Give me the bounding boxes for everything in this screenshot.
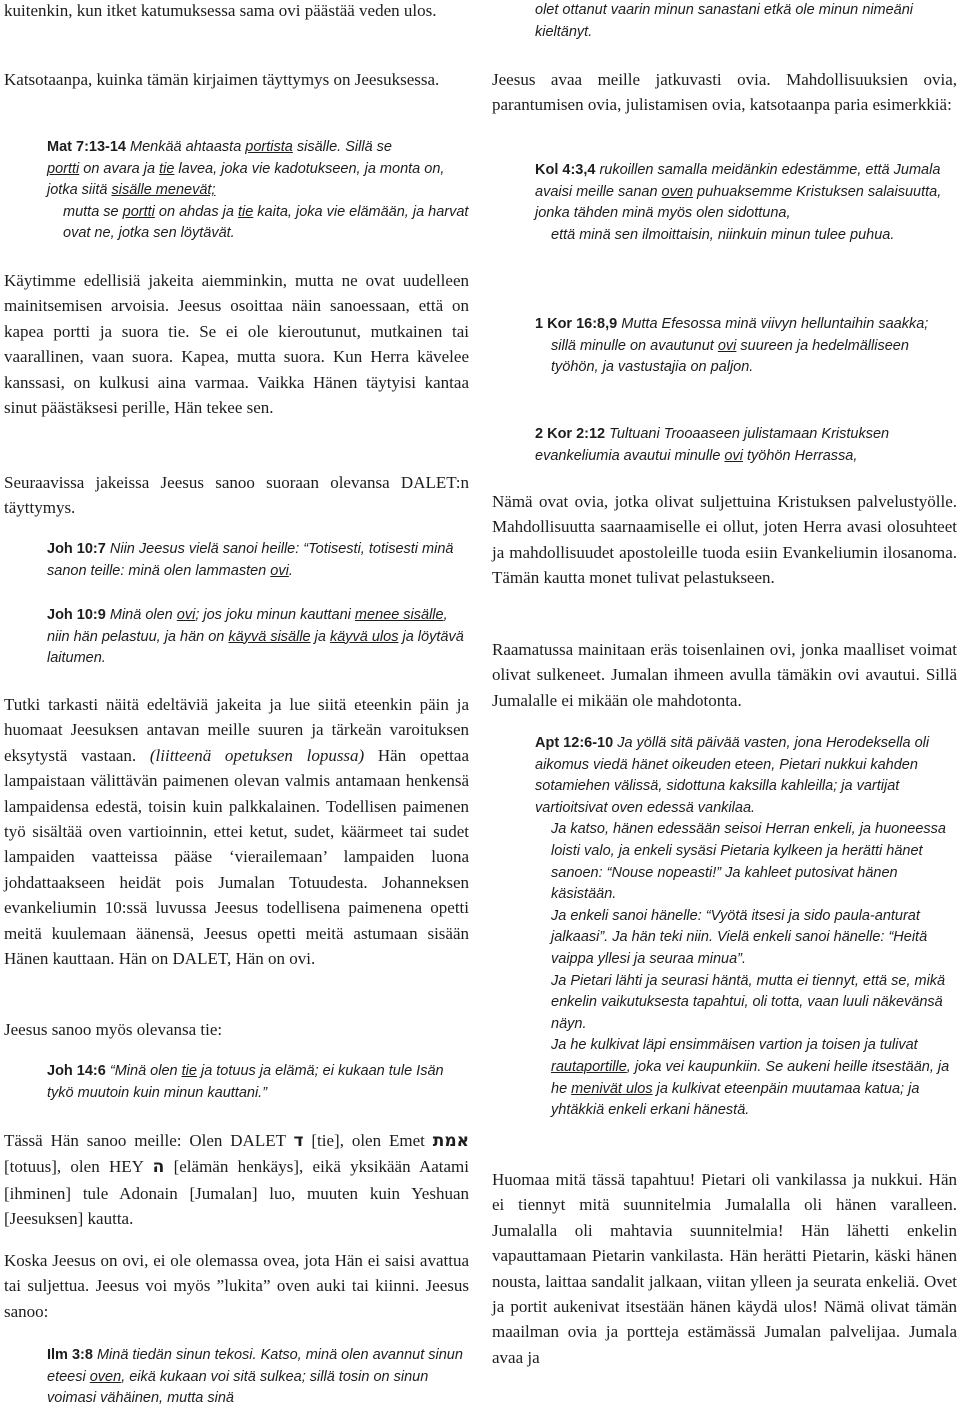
verse-2-kor-2-12: 2 Kor 2:12 Tultuani Trooaaseen julistamaan Kristuksen evankeliumia avautui minulle ovi työhön Herrassa, (535, 426, 890, 464)
verse-joh-10-9: Joh 10:9 Minä olen ovi; jos joku minun kauttani menee sisälle, niin hän pelastuu, ja hän on käyvä sisälle ja käyvä ulos ja löytävä laitumen. (47, 607, 464, 667)
intro-paragraph: kuitenkin, kun itket katumuksessa sama ovi päästää veden ulos. (4, 1, 437, 20)
apostles-paragraph: Nämä ovat ovia, jotka olivat suljettuina Kristuksen palvelustyölle. Mahdollisuutta saarnaamiselle ei ollut, joten Herra avasi olosuhteet ja mahdollisuudet apostoleille tuoda esiin Evankeliumin ilosanoma. Tämän kautta monet tulivat pelastukseen. (492, 492, 957, 588)
way-paragraph: Jeesus sanoo myös olevansa tie: (4, 1020, 223, 1039)
verse-joh-10-7: Joh 10:7 Niin Jeesus vielä sanoi heille: “Totisesti, totisesti minä sanon teille: minä olen lammasten ovi. (47, 541, 454, 579)
verse-reference: Mat 7:13-14 (47, 139, 126, 155)
door-paragraph: Koska Jeesus on ovi, ei ole olemassa ovea, jota Hän ei saisi avattua tai suljettua. Jeesus voi myös ”lukita” oven auki tai kiinni. Jeesus sanoo: (4, 1251, 469, 1321)
dalet-letter: ד (293, 1131, 304, 1151)
verse-ilm-3-8: Ilm 3:8 Minä tiedän sinun tekosi. Katso, minä olen avannut sinun eteesi oven, eikä kukaan voi sitä sulkea; sillä tosin on sinun voimasi vähäinen, mutta sinä (47, 1347, 463, 1407)
used-verses-paragraph: Käytimme edellisiä jakeita aiemminkin, mutta ne ovat uudelleen mainitsemisen arvoisia. Jeesus osoittaa näin sanoessaan, että on kapea portti ja suora tie. Se ei ole kieroutunut, mutkainen tai vaarallinen, vaan suora. Kapea, mutta suora. Kun Herra kävelee kanssasi, on kulkusi aina varmaa. Vaikka Hänen täytyisi kantaa sinut päästäksesi perille, Hän tekee sen. (4, 271, 469, 418)
fulfilment-paragraph: Katsotaanpa, kuinka tämän kirjaimen täyttymys on Jeesuksessa. (4, 70, 440, 89)
emet-word: אמת (432, 1131, 469, 1151)
other-door-paragraph: Raamatussa mainitaan eräs toisenlainen ovi, jonka maalliset voimat olivat sulkeneet. Jumalan ihmeen avulla tämäkin ovi avautui. Sillä Jumalalle ei mikään ole mahdotonta. (492, 640, 957, 710)
verse-joh-14-6: Joh 14:6 “Minä olen tie ja totuus ja elämä; ei kukaan tule Isän tykö muutoin kuin minun kauttani.” (47, 1063, 444, 1101)
verse-reference: Apt 12:6-10 (535, 735, 614, 751)
verse-reference: Joh 10:7 (47, 541, 106, 557)
verse-reference: Kol 4:3,4 (535, 162, 596, 178)
verse-ilm-3-8-continued: olet ottanut vaarin minun sanastani etkä ole minun nimeäni kieltänyt. (535, 2, 914, 40)
study-paragraph: Tutki tarkasti näitä edeltäviä jakeita ja lue siitä eteenkin päin ja huomaat Jeesuksen antavan meille suuren ja tärkeän varoituksen eksytystä vastaan. (liitteenä opetuksen lopussa) Hän opettaa lampaistaan välittävän paimenen olevan valmis antamaan henkensä lampaidensa edestä, toisin kuin palkkalainen. Todellisen paimenen työ sisältää oven vartioinnin, ettei ketut, sudet, käärmeet tai sudet lampaiden vaatteissa pääse ‘vierailemaan’ lampaiden luona johdattaakseen heidät pois Jumalan Totuudesta. Johanneksen evankeliumin 10:ssä luvussa Jeesus todellisena paimenena opetti meitä kuulemaan äänensä, Jeesus opetti meitä astumaan sisään Hänen kauttaan. Hän on DALET, Hän on ovi. (4, 695, 469, 969)
verse-reference: Joh 14:6 (47, 1063, 106, 1079)
notice-paragraph: Huomaa mitä tässä tapahtuu! Pietari oli vankilassa ja nukkui. Hän ei tiennyt mitä suunnitelmia Jumalalla oli hänen varalleen. Jumalalla oli mahtavia suunnitelmia! Hän lähetti enkelin vapauttamaan Pietarin vankilasta. Hän herätti Pietarin, käski hänen nousta, laittaa sandalit jalkaan, viitan ylleen ja seurata enkeliä. Ovet ja portit aukenivat itsestään hänen käydä ulos! Nämä olivat tämän maailman ovia ja portteja estämässä Jumalan palvelijaa. Jumala avaa ja (492, 1170, 957, 1367)
hebrew-letters-paragraph: Tässä Hän sanoo meille: Olen DALET ד [tie], olen Emet אמת [totuus], olen HEY ה [elämän henkäys], eikä yksikään Aatami [ihminen] tule Adonain [Jumalan] luo, muuten kuin Yeshuan [Jeesuksen] kautta. (4, 1131, 469, 1229)
verse-reference: 2 Kor 2:12 (535, 426, 606, 442)
opens-doors-paragraph: Jeesus avaa meille jatkuvasti ovia. Mahdollisuuksien ovia, parantumisen ovia, julistamisen ovia, katsotaanpa paria esimerkkiä: (492, 70, 957, 115)
dalet-fulfilment-paragraph: Seuraavissa jakeissa Jeesus sanoo suoraan olevansa DALET:n täyttymys. (4, 473, 469, 518)
hey-letter: ה (152, 1157, 165, 1178)
verse-mat-7-13: Mat 7:13-14 Menkää ahtaasta portista sisälle. Sillä se portti on avara ja tie lavea, joka vie kadotukseen, ja monta on, jotka siitä sisälle menevät; mutta se portti on ahdas ja tie kaita, joka vie elämään, ja harvat ovat ne, jotka sen löytävät. (47, 139, 469, 242)
verse-apt-12-6: Apt 12:6-10 Ja yöllä sitä päivää vasten, jona Herodeksella oli aikomus viedä hänet oikeuden eteen, Pietari nukkui kahden sotamiehen välissä, sidottuna kaksilla kahleilla; ja vartijat vartioitsivat oven edessä vankilaa. Ja katso, hänen edessään seisoi Herran enkeli, ja huoneessa loisti valo, ja enkeli sysäsi Pietaria kylkeen ja herätti hänet sanoen: “Nouse nopeasti!” Ja kahleet putosivat hänen käsistään. Ja enkeli sanoi hänelle: “Vyötä itsesi ja sido paula-anturat jalkaasi”. Ja hän teki niin. Vielä enkeli sanoi hänelle: “Heitä vaippa yllesi ja seuraa minua”. Ja Pietari lähti ja seurasi häntä, mutta ei tiennyt, että se, mikä enkelin vaikutuksesta tapahtui, oli totta, vaan luuli näkevänsä näyn. Ja he kulkivat läpi ensimmäisen vartion ja toisen ja tulivat rautaportille, joka vei kaupunkiin. Se aukeni heille itsestään, ja he menivät ulos ja kulkivat eteenpäin muutamaa katua; ja yhtäkkiä enkeli erkani hänestä. (535, 735, 950, 1119)
verse-1-kor-16-8: 1 Kor 16:8,9 Mutta Efesossa minä viivyn helluntaihin saakka; sillä minulle on avautunut ovi suureen ja hedelmälliseen työhön, ja vastustajia on paljon. (535, 316, 929, 376)
verse-reference: 1 Kor 16:8,9 (535, 316, 618, 332)
verse-kol-4-3: Kol 4:3,4 rukoillen samalla meidänkin edestämme, että Jumala avaisi meille sanan oven puhuaksemme Kristuksen salaisuutta, jonka tähden minä myös olen sidottuna, että minä sen ilmoittaisin, niinkuin minun tulee puhua. (535, 162, 942, 243)
verse-reference: Ilm 3:8 (47, 1347, 93, 1363)
verse-reference: Joh 10:9 (47, 607, 106, 623)
